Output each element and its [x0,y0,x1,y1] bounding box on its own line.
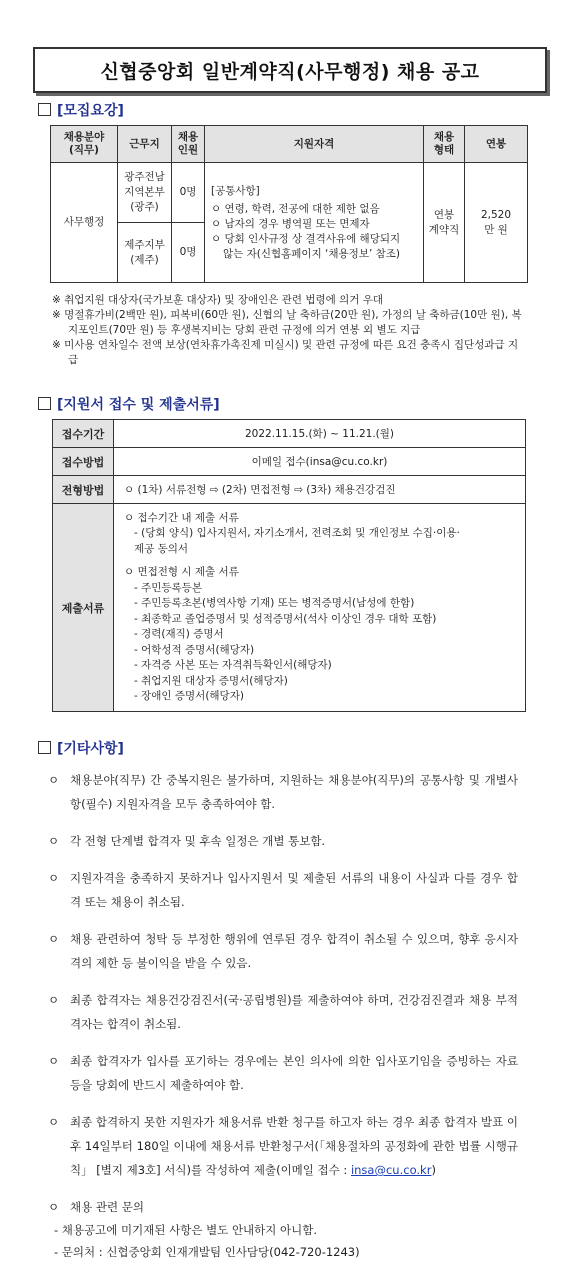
etc-item: ㅇ 지원자격을 충족하지 못하거나 입사지원서 및 제출된 서류의 내용이 사실과 다를 경우 합격 또는 채용이 취소됨. [48,871,518,909]
docs-label: 제출서류 [53,504,114,712]
req-item: ㅇ 연령, 학력, 전공에 대한 제한 없음 [211,202,380,215]
note-item: ※ 취업지원 대상자(국가보훈 대상자) 및 장애인은 관련 법령에 의거 우대 [52,294,384,306]
doc-item: - 주민등록등본 [134,581,202,594]
col-header: 채용분야 (직무) [51,126,118,163]
contact-line: - 문의처 : 신협중앙회 인재개발팀 인사담당(042-720-1243) [54,1245,360,1259]
page-title: 신협중앙회 일반계약직(사무행정) 채용 공고 [100,60,480,83]
etc-item-contact: ㅇ 채용 관련 문의 [48,1200,144,1214]
requirements-cell [205,163,424,283]
etc-item: ㅇ 채용 관련하여 청탁 등 부정한 행위에 연루된 경우 합격이 취소될 수 있으며, 향후 응시자격의 제한 등 불이익을 받을 수 있음. [48,932,518,970]
salary-cell: 2,520 만 원 [465,163,528,283]
notes [52,293,522,368]
period-value: 2022.11.15.(화) ~ 11.21.(월) [114,420,526,448]
process-value: ㅇ (1차) 서류전형 ⇨ (2차) 면접전형 ⇨ (3차) 채용건강검진 [114,476,526,504]
section-etc: [기타사항] [38,738,124,758]
col-header: 지원자격 [205,126,424,163]
period-label: 접수기간 [53,420,114,448]
field-cell: 사무행정 [51,163,118,283]
doc-item: - 장애인 증명서(해당자) [134,690,244,702]
doc-item: - 자격증 사본 또는 자격취득확인서(해당자) [134,659,332,671]
count-cell: 0명 [172,163,205,223]
etc-item: ㅇ 각 전형 단계별 합격자 및 후속 일정은 개별 통보함. [48,834,326,848]
process-label: 전형방법 [53,476,114,504]
etc-list [48,768,518,1263]
req-item: ㅇ 당회 인사규정 상 결격사유에 해당되지 않는 자(신협홈페이지 ‘채용정보’ 참조) [211,232,401,260]
note-item: ※ 미사용 연차일수 전액 보상(연차휴가촉진제 미실시) 및 관련 규정에 따른 요건 충족시 집단성과급 지급 [52,339,519,366]
req-item: ㅇ 남자의 경우 병역필 또는 면제자 [211,217,370,230]
section-recruit: [모집요강] [38,100,124,120]
doc-item: - (당회 양식) 입사지원서, 자기소개서, 전력조회 및 개인정보 수집·이용· 제공 동의서 [134,527,460,555]
recruit-table [50,125,528,283]
title-box [33,47,547,93]
col-header: 채용 인원 [172,126,205,163]
col-header: 채용 형태 [424,126,465,163]
note-item: ※ 명절휴가비(2백만 원), 피복비(60만 원), 신협의 날 축하금(20만 원), 가정의 날 축하금(10만 원), 복지포인트(70만 원) 등 후생복지비는 당회 관련 규정에 의거 연봉 외 별도 지급 [52,309,522,336]
etc-item: ㅇ 최종 합격자가 입사를 포기하는 경우에는 본인 의사에 의한 입사포기임을 증빙하는 자료 등을 당회에 반드시 제출하여야 함. [48,1054,518,1092]
checkbox-icon [38,741,51,754]
doc-item: - 최종학교 졸업증명서 및 성적증명서(석사 이상인 경우 대학 포함) [134,612,437,625]
docs-group-title: ㅇ 접수기간 내 제출 서류 [124,511,239,524]
doc-item: - 어학성적 증명서(해당자) [134,643,255,656]
docs-cell [114,504,526,712]
location-cell: 광주전남 지역본부 (광주) [118,163,172,223]
docs-group-title: ㅇ 면접전형 시 제출 서류 [124,566,239,578]
etc-item: ㅇ 채용분야(직무) 간 중복지원은 불가하며, 지원하는 채용분야(직무)의 공통사항 및 개별사항(필수) 지원자격을 모두 충족하여야 함. [48,773,518,811]
email-link[interactable]: insa@cu.co.kr [350,1163,432,1177]
col-header: 근무지 [118,126,172,163]
apply-table [52,419,526,712]
req-title: [공통사항] [211,184,260,197]
checkbox-icon [38,103,51,116]
type-cell: 연봉 계약직 [424,163,465,283]
location-cell: 제주지부 (제주) [118,223,172,283]
method-value: 이메일 접수(insa@cu.co.kr) [114,448,526,476]
doc-item: - 취업지원 대상자 증명서(해당자) [134,674,288,687]
doc-item: - 경력(재직) 증명서 [134,628,224,640]
method-label: 접수방법 [53,448,114,476]
doc-item: - 주민등록초본(병역사항 기재) 또는 병적증명서(남성에 한함) [134,597,415,609]
checkbox-icon [38,397,51,410]
etc-item: ㅇ 최종 합격하지 못한 지원자가 채용서류 반환 청구를 하고자 하는 경우 최종 합격자 발표 이후 14일부터 180일 이내에 채용서류 반환청구서(「채용절차의 공정화에 관한 법률 시행규칙」 [별지 제3호] 서식)를 작성하여 제출(이메일 접수 : insa@cu.co.kr) [48,1115,518,1177]
section-apply: [지원서 접수 및 제출서류] [38,394,220,414]
etc-item: ㅇ 최종 합격자는 채용건강검진서(국·공립병원)를 제출하여야 하며, 건강검진결과 채용 부적격자는 합격이 취소됨. [48,993,518,1031]
col-header: 연봉 [465,126,528,163]
count-cell: 0명 [172,223,205,283]
contact-line: - 채용공고에 미기재된 사항은 별도 안내하지 아니함. [54,1223,318,1237]
